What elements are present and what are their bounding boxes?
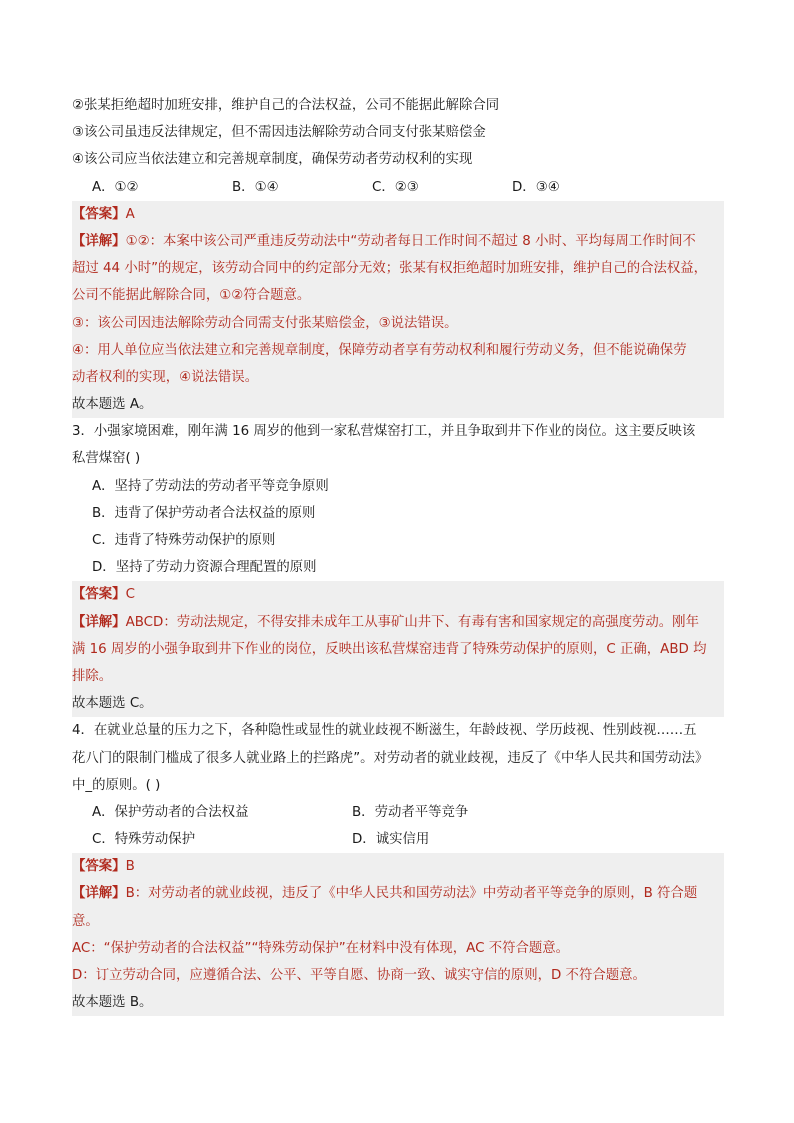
detail-text: ABCD：劳动法规定，不得安排未成年工从事矿山井下、有毒有害和国家规定的高强度劳动。刚年 [125,614,699,630]
q2-conclusion: 故本题选 A。 [72,391,724,418]
q4-detail-line [72,880,724,907]
q2-choice-c: C．②③ [372,179,419,195]
q3-stem-line: 私营煤窑( ) [72,451,141,467]
q3-detail-line: 满 16 周岁的小强争取到井下作业的岗位，反映出该私营煤窑违背了特殊劳动保护的原则，C 正确，ABD 均 [72,636,724,663]
detail-tag: 【详解】 [72,614,126,630]
q2-detail-line: ③：该公司因违法解除劳动合同需支付张某赔偿金，③说法错误。 [72,310,724,337]
answer-tag: 【答案】 [72,587,126,603]
q2-choice-d: D．③④ [512,179,560,195]
page-content [72,92,724,1016]
q2-statement-3: ③该公司虽违反法律规定，但不需因违法解除劳动合同支付张某赔偿金 [72,125,486,141]
q3-choice-a: A．坚持了劳动法的劳动者平等竞争原则 [92,478,329,494]
answer-value: B [125,859,135,875]
answer-value: C [125,587,135,603]
q4-detail-line: D：订立劳动合同，应遵循合法、公平、平等自愿、协商一致、诚实守信的原则，D 不符合题意。 [72,962,724,989]
q3-detail-line [72,609,724,636]
q4-stem-line: 花八门的限制门槛成了很多人就业路上的拦路虎”。对劳动者的就业歧视，违反了《中华人民共和国劳动法》 [72,750,709,766]
q3-detail-line: 排除。 [72,663,724,690]
q2-detail-line: 公司不能据此解除合同，①②符合题意。 [72,282,724,309]
q4-choice-c: C．特殊劳动保护 [92,832,196,848]
q4-detail-line: 意。 [72,908,724,935]
q3-stem-line: 3．小强家境困难，刚年满 16 周岁的他到一家私营煤窑打工，并且争取到井下作业的岗位。这主要反映该 [72,424,696,440]
q4-choice-a: A．保护劳动者的合法权益 [92,804,249,820]
q4-stem-line: 4．在就业总量的压力之下，各种隐性或显性的就业歧视不断滋生，年龄歧视、学历歧视、性别歧视……五 [72,723,697,739]
q4-choice-d: D．诚实信用 [352,832,430,848]
q2-detail-line: ④：用人单位应当依法建立和完善规章制度，保障劳动者享有劳动权利和履行劳动义务，但不能说确保劳 [72,337,724,364]
q4-choice-b: B．劳动者平等竞争 [352,804,469,820]
q4-conclusion: 故本题选 B。 [72,989,724,1016]
q4-stem-line: 中_的原则。( ) [72,777,161,793]
q3-choice-c: C．违背了特殊劳动保护的原则 [92,533,276,548]
q3-choice-b: B．违背了保护劳动者合法权益的原则 [92,505,316,521]
q2-answer [72,201,724,228]
q2-choices [72,174,724,201]
q4-detail-line: AC：“保护劳动者的合法权益”“特殊劳动保护”在材料中没有体现，AC 不符合题意。 [72,935,724,962]
q2-detail-line: 超过 44 小时”的规定，该劳动合同中的约定部分无效；张某有权拒绝超时加班安排，维护自己的合法权益， [72,255,724,282]
q4-answer [72,853,724,880]
detail-tag: 【详解】 [72,886,126,902]
answer-tag: 【答案】 [72,206,126,222]
answer-value: A [125,206,135,222]
q2-choice-a: A．①② [92,179,139,195]
q3-conclusion: 故本题选 C。 [72,690,724,717]
q2-statement-2: ②张某拒绝超时加班安排，维护自己的合法权益，公司不能据此解除合同 [72,98,500,113]
q2-detail-line: 动者权利的实现，④说法错误。 [72,364,724,391]
answer-tag: 【答案】 [72,859,126,875]
q3-answer [72,581,724,608]
q3-choice-d: D．坚持了劳动力资源合理配置的原则 [92,560,317,576]
q4-choices-row-1 [72,799,724,826]
detail-tag: 【详解】 [72,233,126,249]
q4-choices-row-2 [72,826,724,853]
q2-choice-b: B．①④ [232,179,279,195]
detail-text: B：对劳动者的就业歧视，违反了《中华人民共和国劳动法》中劳动者平等竞争的原则，B 符合题 [125,886,698,902]
q2-detail-line [72,228,724,255]
q2-statement-4: ④该公司应当依法建立和完善规章制度，确保劳动者劳动权利的实现 [72,152,473,168]
detail-text: ①②：本案中该公司严重违反劳动法中“劳动者每日工作时间不超过 8 小时、平均每周工作时间不 [125,233,696,249]
